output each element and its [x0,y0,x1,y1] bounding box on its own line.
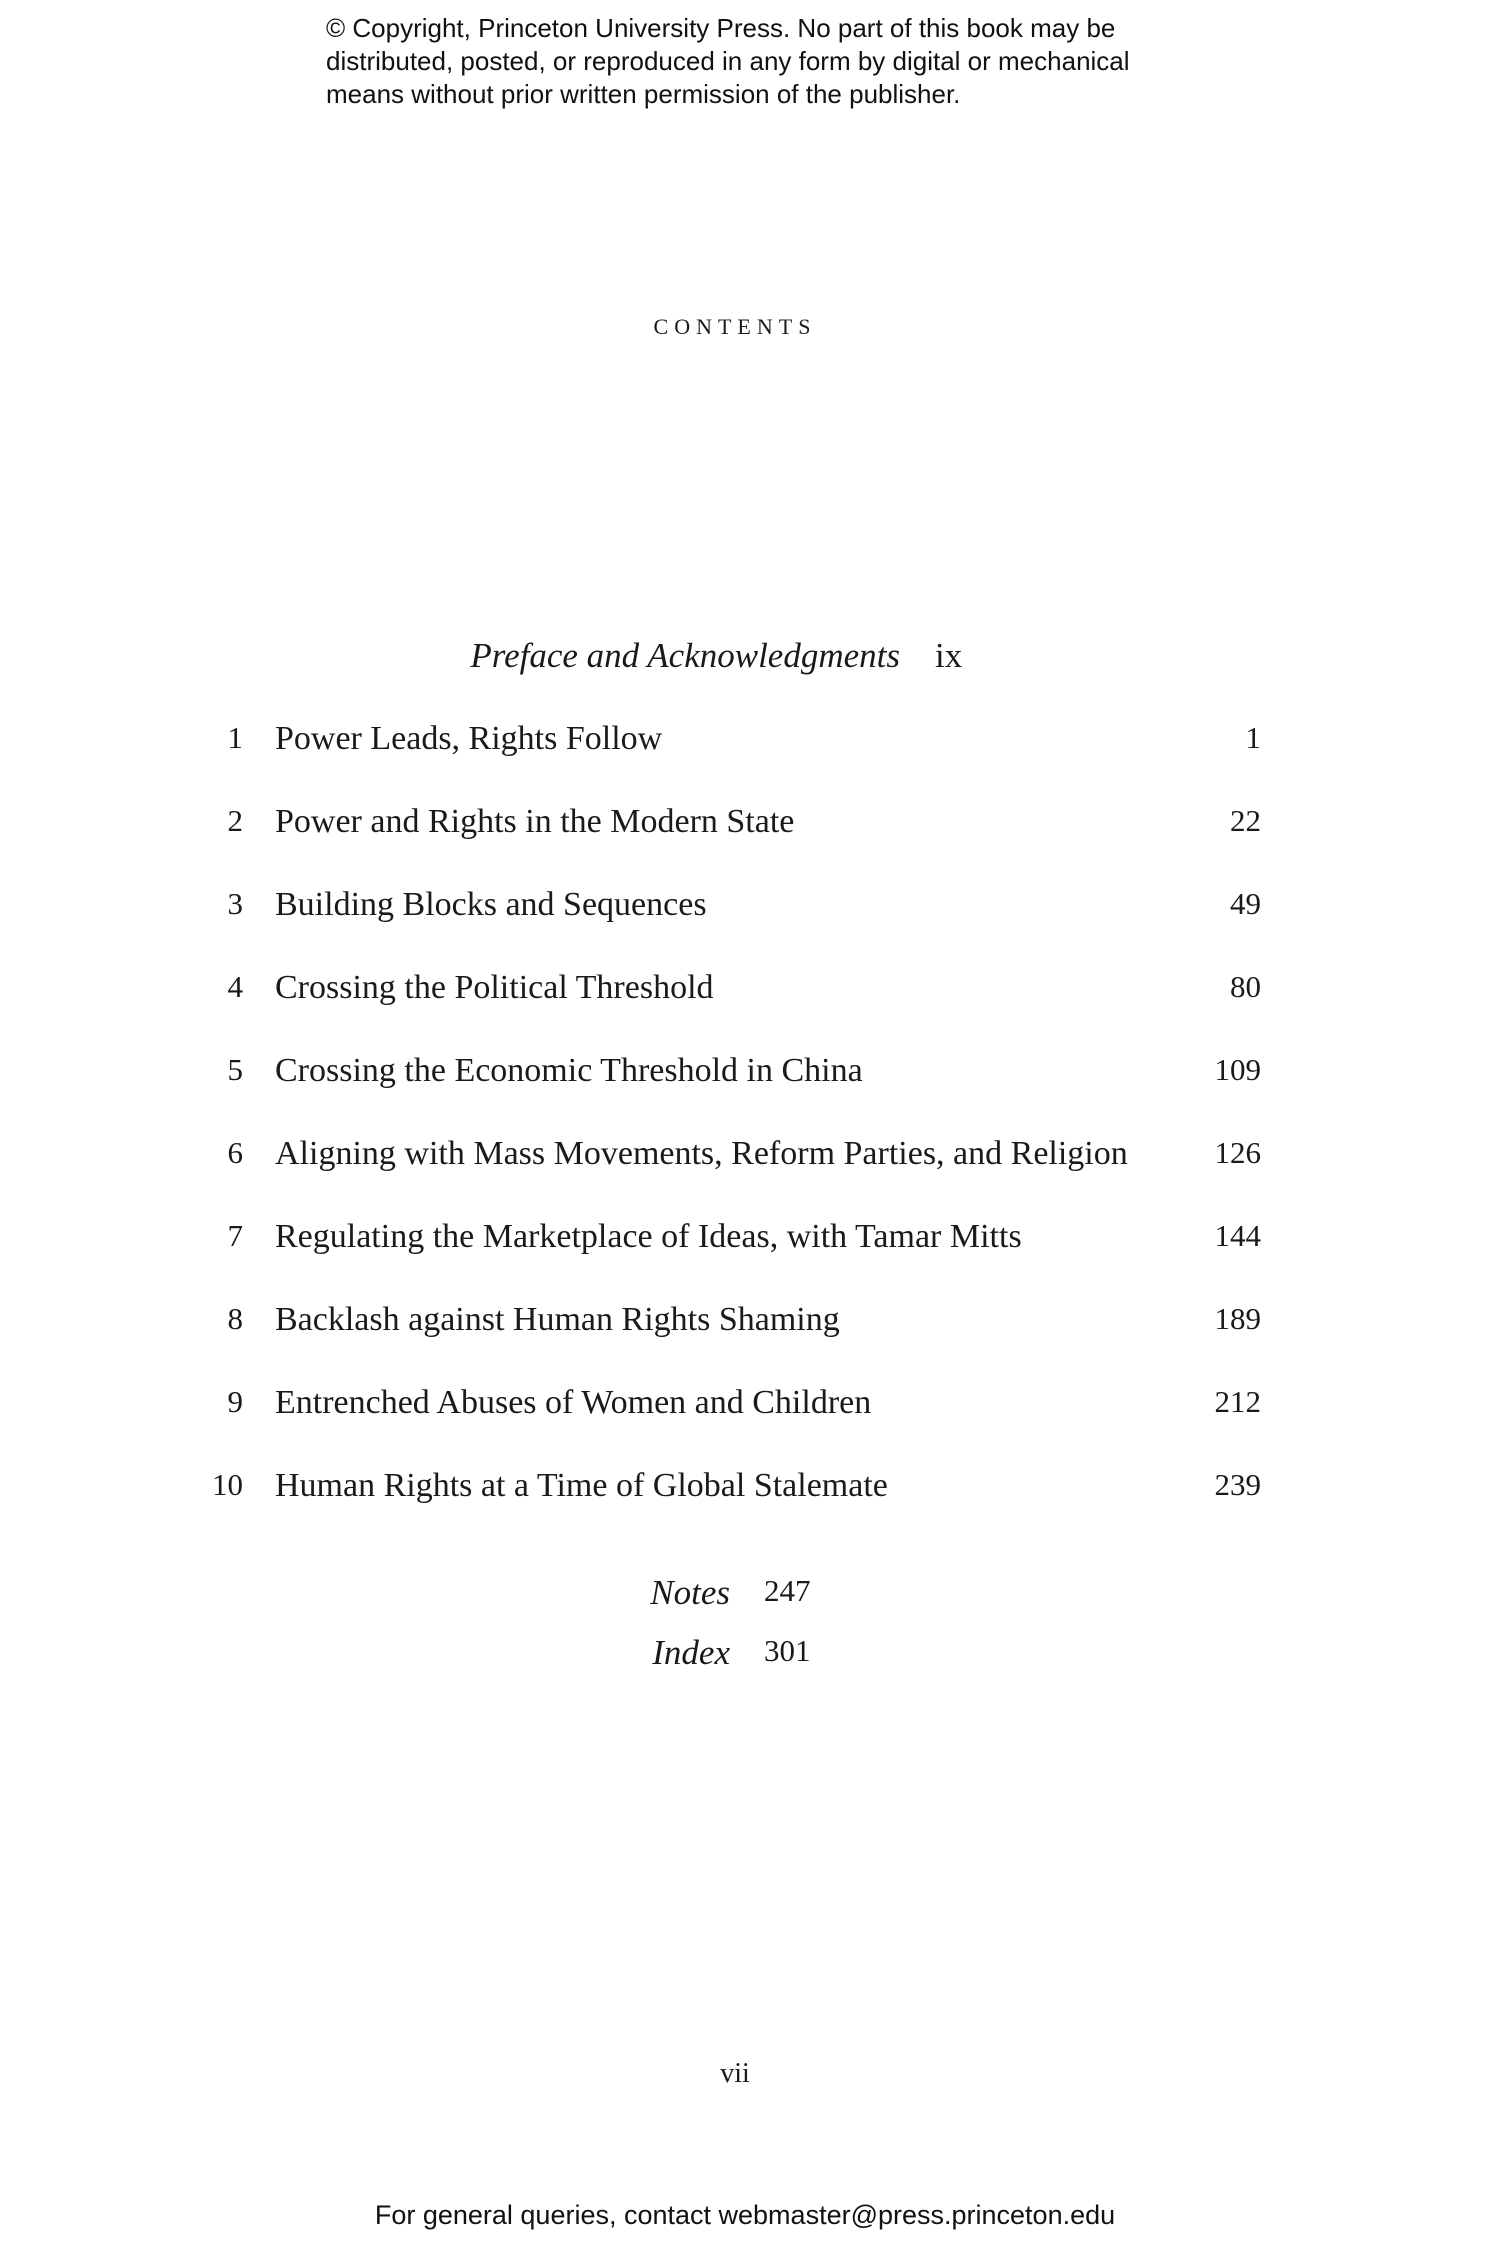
toc-back-matter-entry [0,1633,1500,1681]
toc-back-matter-entry [0,1573,1500,1621]
chapter-page: 189 [1214,1301,1261,1336]
chapter-title: Entrenched Abuses of Women and Children [275,1384,872,1421]
chapter-number: 3 [227,886,243,921]
chapter-page: 239 [1214,1467,1261,1502]
chapter-title: Backlash against Human Rights Shaming [275,1301,840,1338]
chapter-title: Aligning with Mass Movements, Reform Parties, and Religion [275,1135,1128,1172]
chapter-title: Human Rights at a Time of Global Stalemate [275,1467,888,1504]
toc-chapter-entry [0,1218,1500,1301]
toc-chapter-entry [0,969,1500,1052]
chapter-number: 6 [227,1135,243,1170]
copyright-line: means without prior written permission of the publisher. [326,79,961,109]
toc-chapter-entry [0,1384,1500,1467]
chapter-page: 126 [1214,1135,1261,1170]
toc-chapter-entry [0,1052,1500,1135]
chapter-number: 8 [227,1301,243,1336]
chapter-number: 10 [212,1467,243,1502]
toc-front-matter-entry [0,636,1500,684]
chapter-title: Building Blocks and Sequences [275,886,707,923]
toc-entry-title: Index [652,1633,730,1672]
chapter-page: 49 [1230,886,1261,921]
toc-chapter-entry [0,720,1500,803]
chapter-number: 7 [227,1218,243,1253]
chapter-title: Regulating the Marketplace of Ideas, with Tamar Mitts [275,1218,1022,1255]
toc-entry-page: 301 [764,1633,811,1668]
toc-chapter-list [0,720,1500,1550]
footer-contact: For general queries, contact webmaster@press.princeton.edu [374,2200,1116,2230]
chapter-number: 2 [227,803,243,838]
chapter-page: 109 [1214,1052,1261,1087]
copyright-notice [326,12,1226,111]
chapter-number: 1 [227,720,243,755]
toc-chapter-entry [0,1467,1500,1550]
chapter-number: 9 [227,1384,243,1419]
toc-entry-title: Notes [650,1573,730,1612]
chapter-title: Power and Rights in the Modern State [275,803,795,840]
toc-chapter-entry [0,803,1500,886]
chapter-title: Crossing the Political Threshold [275,969,714,1006]
page-folio: vii [720,2058,750,2089]
chapter-number: 5 [227,1052,243,1087]
chapter-page: 144 [1214,1218,1261,1253]
chapter-title: Power Leads, Rights Follow [275,720,663,757]
chapter-page: 80 [1230,969,1261,1004]
chapter-number: 4 [227,969,243,1004]
chapter-page: 1 [1245,720,1261,755]
chapter-page: 22 [1230,803,1261,838]
toc-chapter-entry [0,1135,1500,1218]
toc-chapter-entry [0,1301,1500,1384]
toc-entry-page: ix [935,636,963,675]
chapter-title: Crossing the Economic Threshold in China [275,1052,863,1089]
toc-chapter-entry [0,886,1500,969]
contents-heading: contents [653,305,817,341]
copyright-line: distributed, posted, or reproduced in any form by digital or mechanical [326,46,1130,76]
copyright-line: © Copyright, Princeton University Press. No part of this book may be [326,13,1116,43]
chapter-page: 212 [1214,1384,1261,1419]
toc-entry-page: 247 [764,1573,811,1608]
toc-entry-title: Preface and Acknowledgments [470,636,900,675]
